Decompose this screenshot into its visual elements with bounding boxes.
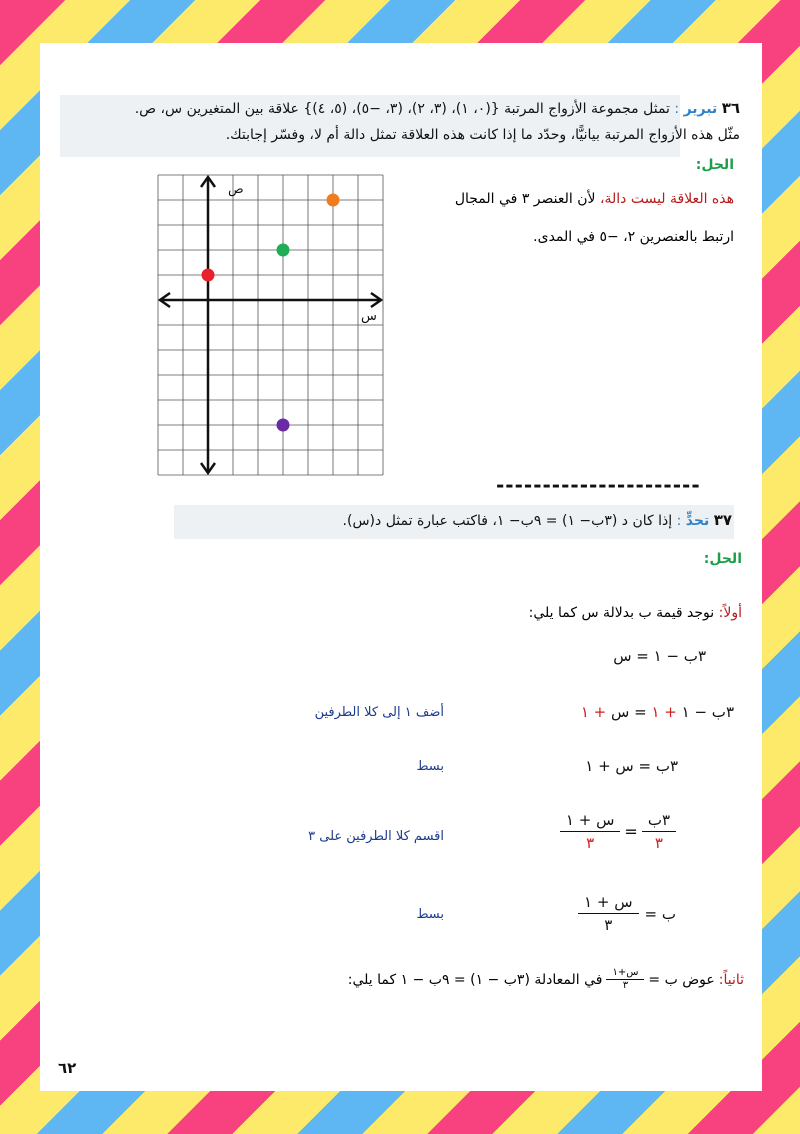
equation-2: ٣ب − ١ + ١ = س + ١ [580, 703, 734, 721]
eq5-fraction: $\frac{\text{س + ١}}{٣}$ [578, 891, 638, 936]
problem37-solution-label: الحل: [703, 551, 742, 567]
problem36-answer-line2: ارتبط بالعنصرين ٢، −٥ في المدى. [533, 229, 734, 245]
answer-not-function: هذه العلاقة ليست دالة، [599, 191, 734, 207]
plotted-point-1 [202, 269, 215, 282]
page-number: ٦٢ [58, 1059, 77, 1077]
problem36-number: ٣٦ [721, 99, 740, 117]
second-fraction: $\frac{\text{س+١}}{٣}$ [606, 967, 644, 992]
equation-4: $\frac{\text{٣ب}}{٣}$ = $\frac{\text{س + ١}}{٣}$ [560, 809, 676, 854]
first-text: نوجد قيمة ب بدلالة س كما يلي: [528, 605, 715, 621]
y-axis-label: ص [228, 182, 244, 197]
problem37-keyword: تحدٍّ [685, 513, 710, 529]
eq4-right-fraction: $\frac{\text{س + ١}}{٣}$ [560, 809, 620, 854]
plotted-point-2 [277, 244, 290, 257]
problem37-line: ٣٧ تحدٍّ : إذا كان د (٣ب− ١) = ٩ب− ١، فاكتب عبارة تمثل د(س). [342, 511, 732, 529]
problem36-statement: تمثل مجموعة الأزواج المرتبة {(٠، ١)، (٣، ٢)، (٣، −٥)، (٥، ٤)} علاقة بين المتغيرين س، ص. [134, 101, 670, 117]
problem37-number: ٣٧ [713, 511, 732, 529]
problem36-line2: مثّل هذه الأزواج المرتبة بيانيًّا، وحدّد ما إذا كانت هذه العلاقة تمثل دالة أم لا، وفسّر إجابتك. [225, 127, 740, 143]
second-step-line: ثانياً: عوض ب = $\frac{\text{س+١}}{٣}$ في المعادلة (٣ب − ١) = ٩ب − ١ كما يلي: [347, 967, 744, 991]
answer-reason: لأن العنصر ٣ في المجال [454, 191, 596, 207]
plotted-point-3 [277, 419, 290, 432]
problem36-line1: ٣٦ تبرير : تمثل مجموعة الأزواج المرتبة {(٠، ١)، (٣، ٢)، (٣، −٥)، (٥، ٤)} علاقة بين المتغيرين س، ص. [134, 99, 740, 117]
second-label: ثانياً: [718, 971, 744, 988]
step-add-both-sides: أضف ١ إلى كلا الطرفين [314, 705, 444, 720]
x-axis-label: س [361, 309, 377, 324]
coordinate-graph [156, 173, 384, 483]
step-simplify-2: بسط [416, 907, 444, 922]
worksheet-page [40, 43, 762, 1091]
plotted-point-4 [327, 194, 340, 207]
equation-1: ٣ب − ١ = س [613, 647, 706, 665]
problem36-keyword: تبرير [683, 101, 718, 117]
step-simplify-1: بسط [416, 759, 444, 774]
first-step-line [529, 605, 742, 621]
step-divide-both-sides: اقسم كلا الطرفين على ٣ [308, 829, 444, 844]
problem36-solution-label: الحل: [695, 157, 734, 173]
problem37-statement: إذا كان د (٣ب− ١) = ٩ب− ١، فاكتب عبارة تمثل د(س). [342, 513, 673, 529]
first-label: أولاً: [718, 605, 742, 621]
problem36-answer-line1 [455, 191, 734, 207]
eq4-left-fraction: $\frac{\text{٣ب}}{٣}$ [642, 809, 676, 854]
equation-3: ٣ب = س + ١ [585, 757, 678, 775]
separator-line: ---------------------- [496, 473, 701, 497]
equation-5: ب = $\frac{\text{س + ١}}{٣}$ [578, 891, 676, 936]
